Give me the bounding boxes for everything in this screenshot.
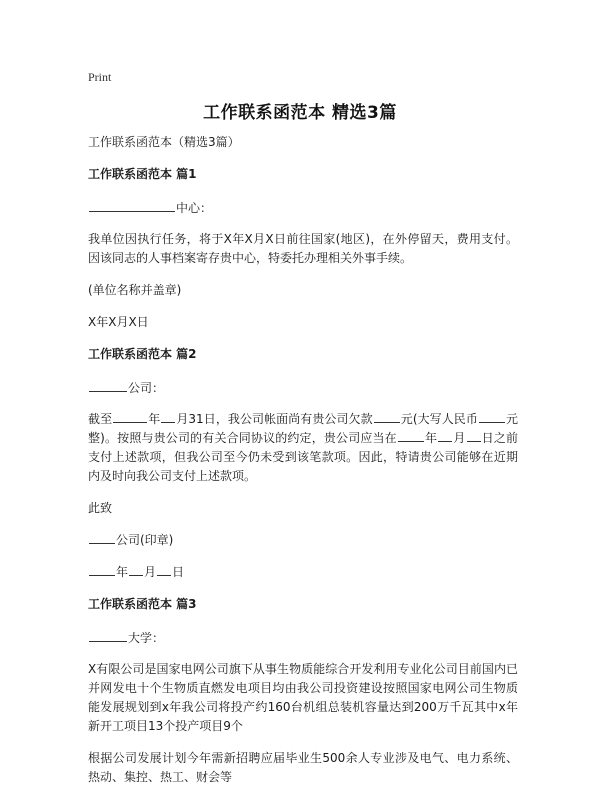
blank-month: [129, 563, 143, 576]
section-1-heading: 工作联系函范本 篇1: [88, 167, 197, 181]
print-label: Print: [88, 70, 112, 84]
blank-field: [113, 410, 147, 423]
section-1-signature: (单位名称并盖章): [88, 283, 182, 297]
blank-company: [89, 379, 127, 392]
section-3-body-1: X有限公司是国家电网公司旗下从事生物质能综合开发利用专业化公司目前国内已并网发电十个生物质直燃发电项目均由我公司投资建设按照国家电网公司生物质能发展规划到x年我公司将投产约160台机组总装机容量达到200万千瓦其中x年新开工项目13个投产项目9个: [88, 662, 518, 733]
section-3-body-2: 根据公司发展计划今年需新招聘应届毕业生500余人专业涉及电气、电力系统、热动、集控、热工、财会等: [88, 751, 518, 784]
section-2-company-seal: 公司(印章): [88, 531, 518, 550]
blank-field: [479, 410, 505, 423]
section-1-body: 我单位因执行任务，将于X年X月X日前往国家(地区)，在外停留天，费用支付。因该同志的人事档案寄存贵中心，特委托办理相关外事手续。: [88, 232, 518, 265]
section-2-closing: 此致: [88, 501, 113, 515]
section-2-date: 年 月 日: [88, 563, 518, 582]
document-subtitle: 工作联系函范本（精选3篇）: [88, 135, 240, 149]
blank-company-name: [89, 531, 115, 544]
blank-field: [161, 410, 175, 423]
document-content: [88, 133, 518, 800]
blank-field: [467, 429, 481, 442]
blank-university: [89, 629, 127, 642]
section-1-salutation: 中心：: [88, 199, 518, 218]
blank-recipient: [89, 199, 175, 212]
section-3-heading: 工作联系函范本 篇3: [88, 597, 197, 611]
blank-field: [374, 410, 400, 423]
section-2-body: 截至 年 月31日，我公司帐面尚有贵公司欠款 元(大写人民币 元整)。按照与贵公司的有关合同协议的约定，贵公司应当在 年 月 日之前支付上述款项，但我公司至今仍未受到该笔款项。因此，特请贵公司能够在近期内及时向我公司支付上述款项。: [88, 412, 518, 483]
blank-year: [89, 563, 115, 576]
blank-day: [157, 563, 171, 576]
document-title: 工作联系函范本 精选3篇: [203, 103, 397, 123]
blank-field: [398, 429, 424, 442]
blank-field: [438, 429, 452, 442]
section-3-salutation: 大学：: [88, 629, 518, 648]
section-2-salutation: 公司：: [88, 379, 518, 398]
section-2-heading: 工作联系函范本 篇2: [88, 347, 197, 361]
section-1-date: X年X月X日: [88, 315, 149, 329]
